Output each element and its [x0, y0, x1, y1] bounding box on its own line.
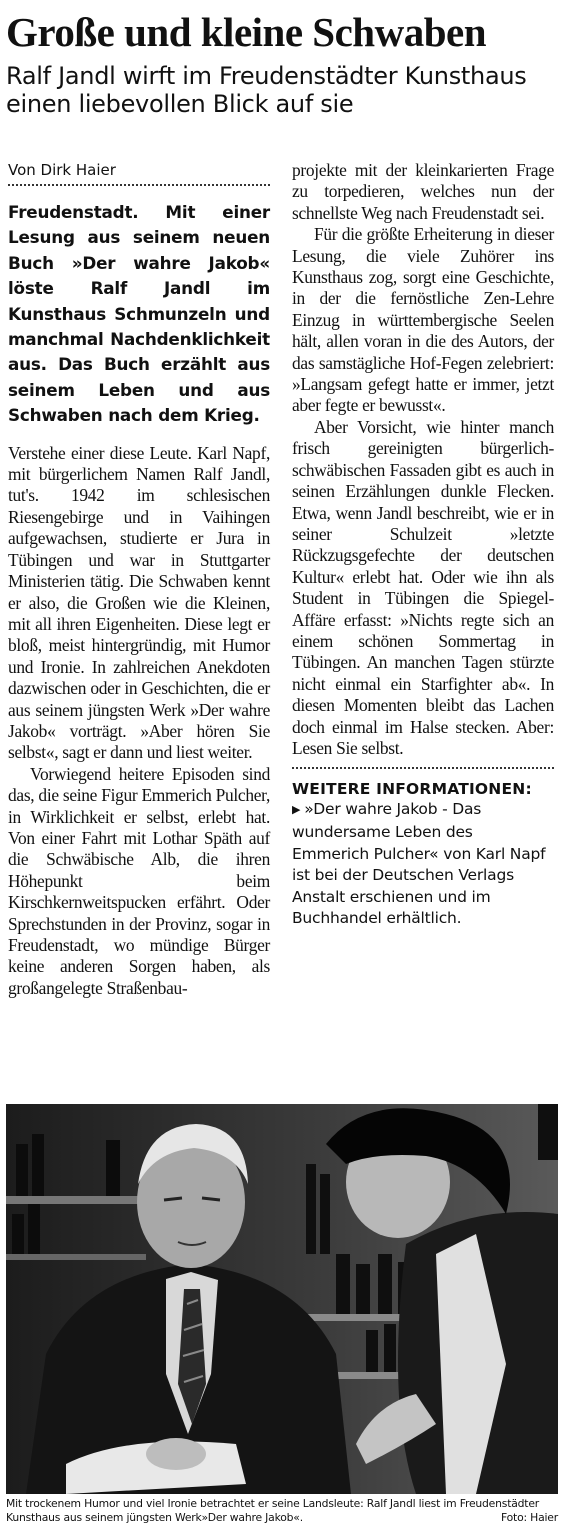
body-text-right: [292, 160, 554, 759]
photo-scene: [6, 1104, 558, 1494]
body-paragraph: projekte mit der kleinkarierten Frage zu torpedieren, welches nun der schnellste Weg nach Freudenstadt sei.: [292, 160, 554, 223]
caption-text: Mit trockenem Humor und viel Ironie betrachtet er seine Landsleute: Ralf Jandl liest im Freudenstädter Kunsthaus aus seinem jüngsten Werk»Der wahre Jakob«.: [6, 1497, 540, 1524]
body-paragraph: Aber Vorsicht, wie hinter manch frisch gereinigten bürgerlich-schwäbischen Fassaden gibt es auch in seinen Erzählungen dunkle Flecken. Etwa, wenn Jandl beschreibt, wie er in seiner Schulzeit »letzte Rückzugsgefechte der deutschen Kultur« erlebt hat. Oder wie ihn als Student in Tübingen die Spiegel-Affäre erfasst: »Nichts regte sich an einem schönen Sommertag in Tübingen. An manchen Tagen stürzte nicht einmal ein Starfighter ab«. In diesen Momenten bleibt das Lachen doch einmal im Halse stecken. Aber: Lesen Sie selbst.: [292, 416, 554, 758]
body-paragraph: Vorwiegend heitere Episoden sind das, die seine Figur Emmerich Pulcher, in Wirklichkeit er selbst, erlebt hat. Von einer Fahrt mit Lothar Späth auf die Schwäbische Alb, die ihren Höhepunkt beim Kirschkernweitspucken erfährt. Oder Sprechstunden in der Provinz, sogar in Freudenstadt, wo mündige Bürger keine anderen Sorgen haben, als großangelegte Straßenbau-: [8, 763, 270, 998]
info-box-title: WEITERE INFORMATIONEN:: [292, 780, 532, 799]
photo-caption: [6, 1497, 558, 1525]
body-paragraph: Für die größte Erheiterung in dieser Lesung, die viele Zuhörer ins Kunsthaus zog, sorgt eine Geschichte, in der die fernöstliche Zen-Lehre Einzug in württembergische Seelen hält, allen voran in die des Autors, der das samstägliche Hof-Fegen zelebriert: »Langsam gefegt hatte er immer, jetzt aber fegte er bewusst«.: [292, 224, 554, 416]
info-divider: [292, 767, 554, 769]
arrow-right-icon: ▶: [292, 803, 301, 817]
byline: Von Dirk Haier: [8, 160, 270, 186]
body-paragraph: Verstehe einer diese Leute. Karl Napf, mit bürgerlichem Namen Ralf Jandl, tut's. 1942 im schlesischen Riesengebirge und in Vaihingen aufgewachsen, studierte er Jura in Tübingen und war in Stuttgarter Ministerien tätig. Die Schwaben kennt er also, die Großen wie die Kleinen, mit all ihren Eigenheiten. Diese legt er bloß, meist hintergründig, mit Humor und Ironie. In zahlreichen Anekdoten dazwischen oder in Geschichten, die er aus seinem jüngsten Werk »Der wahre Jakob« vorträgt. »Aber hören Sie selbst«, sagt er dann und liest weiter.: [8, 442, 270, 763]
body-text-left: [8, 443, 270, 1000]
article-photo: [6, 1104, 558, 1494]
info-box-text: [292, 799, 554, 930]
info-box-text-content: »Der wahre Jakob - Das wundersame Leben des Emmerich Pulcher« von Karl Napf ist bei der Deutschen Verlags Anstalt erschienen und im Buchhandel erhältlich.: [292, 800, 546, 928]
column-right: [292, 160, 554, 930]
photo-credit: Foto: Haier: [501, 1511, 558, 1524]
headline: Große und kleine Schwaben: [6, 9, 487, 55]
lead-paragraph: Freudenstadt. Mit einer Lesung aus seinem neuen Buch »Der wahre Jakob« löste Ralf Jandl im Kunsthaus Schmunzeln und manchmal Nachdenklichkeit aus. Das Buch erzählt aus seinem Leben und aus Schwaben nach dem Krieg.: [8, 202, 270, 426]
subheadline: Ralf Jandl wirft im Freudenstädter Kunsthaus einen liebevollen Blick auf sie: [6, 62, 527, 118]
column-left: [8, 160, 270, 999]
